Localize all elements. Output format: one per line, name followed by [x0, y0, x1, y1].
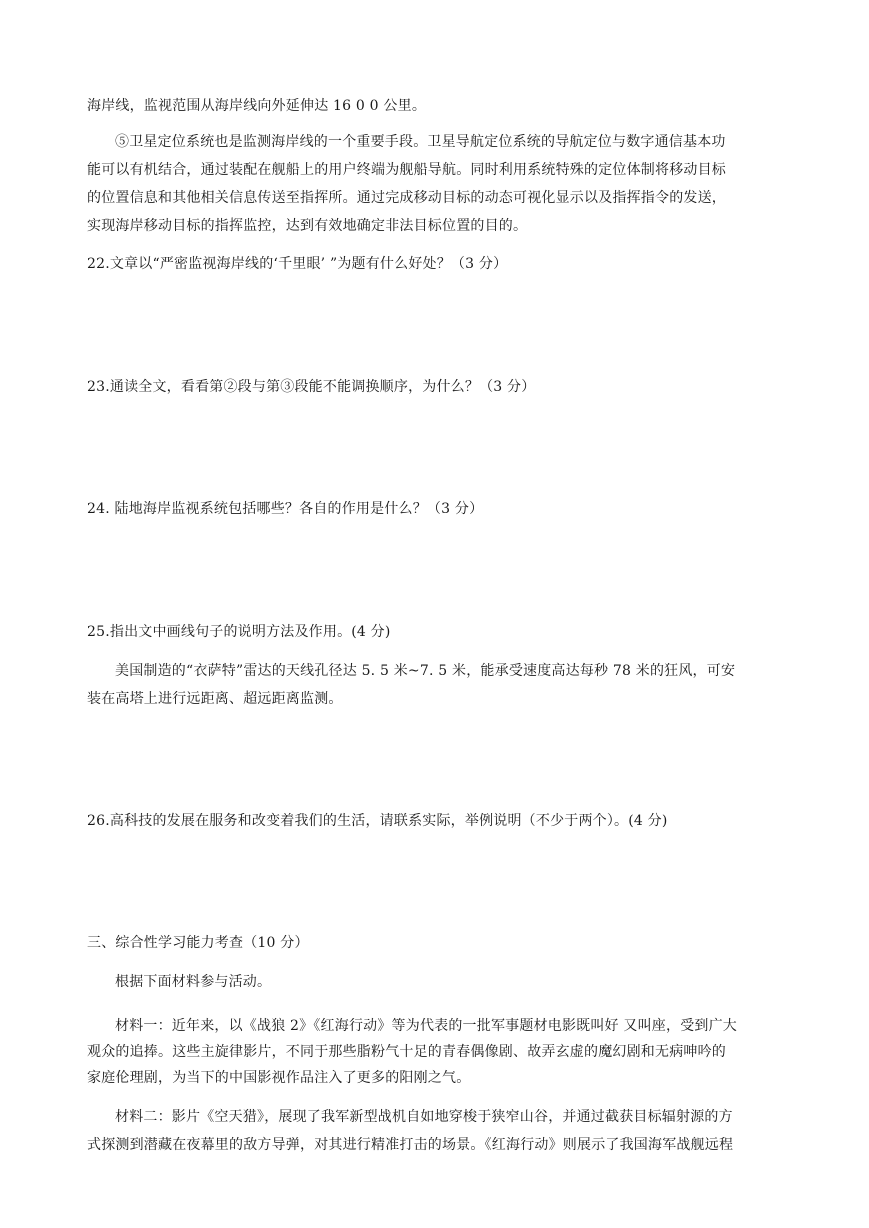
question-26: 26.高科技的发展在服务和改变着我们的生活，请联系实际，举例说明（不少于两个）。(4 分) [87, 813, 668, 829]
question-25: 25.指出文中画线句子的说明方法及作用。(4 分) [87, 624, 391, 640]
question-24: 24. 陆地海岸监视系统包括哪些？各自的作用是什么？（3 分） [87, 501, 484, 517]
section-3-instruction: 根据下面材料参与活动。 [115, 974, 272, 990]
paragraph-5-line: 能可以有机结合，通过装配在舰船上的用户终端为舰船导航。同时利用系统特殊的定位体制将移动目标 [87, 162, 726, 178]
section-3-heading: 三、综合性学习能力考查（10 分） [87, 935, 309, 951]
question-25-quote-line: 装在高塔上进行远距离、超远距离监测。 [87, 691, 343, 707]
material-1-line: 材料一：近年来，以《战狼 2》《红海行动》等为代表的一批军事题材电影既叫好 又叫座，受到广大 [115, 1018, 738, 1034]
question-22: 22.文章以“严密监视海岸线的‘千里眼’ ”为题有什么好处？（3 分） [87, 256, 508, 272]
question-23: 23.通读全文，看看第②段与第③段能不能调换顺序，为什么？（3 分） [87, 379, 536, 395]
question-25-quote-line: 美国制造的“衣萨特”雷达的天线孔径达 5. 5 米~7. 5 米，能承受速度高达每秒 78 米的狂风，可安 [115, 663, 736, 679]
paragraph-line: 海岸线，监视范围从海岸线向外延伸达 16 0 0 公里。 [87, 98, 427, 114]
material-1-line: 家庭伦理剧，为当下的中国影视作品注入了更多的阳刚之气。 [87, 1070, 471, 1086]
material-1-line: 观众的追捧。这些主旋律影片，不同于那些脂粉气十足的青春偶像剧、故弄玄虚的魔幻剧和无病呻吟的 [87, 1044, 726, 1060]
material-2-line: 材料二：影片《空天猎》，展现了我军新型战机自如地穿梭于狭窄山谷，并通过截获目标辐射源的方 [115, 1109, 733, 1125]
material-2-line: 式探测到潜藏在夜幕里的敌方导弹，对其进行精准打击的场景。《红海行动》则展示了我国海军战舰远程 [87, 1137, 734, 1153]
paragraph-5-line: 实现海岸移动目标的指挥监控，达到有效地确定非法目标位置的目的。 [87, 218, 528, 234]
paragraph-5-line: 的位置信息和其他相关信息传送至指挥所。通过完成移动目标的动态可视化显示以及指挥指令的发送， [87, 190, 726, 206]
paragraph-5-line: ⑤卫星定位系统也是监测海岸线的一个重要手段。卫星导航定位系统的导航定位与数字通信基本功 [115, 134, 726, 150]
